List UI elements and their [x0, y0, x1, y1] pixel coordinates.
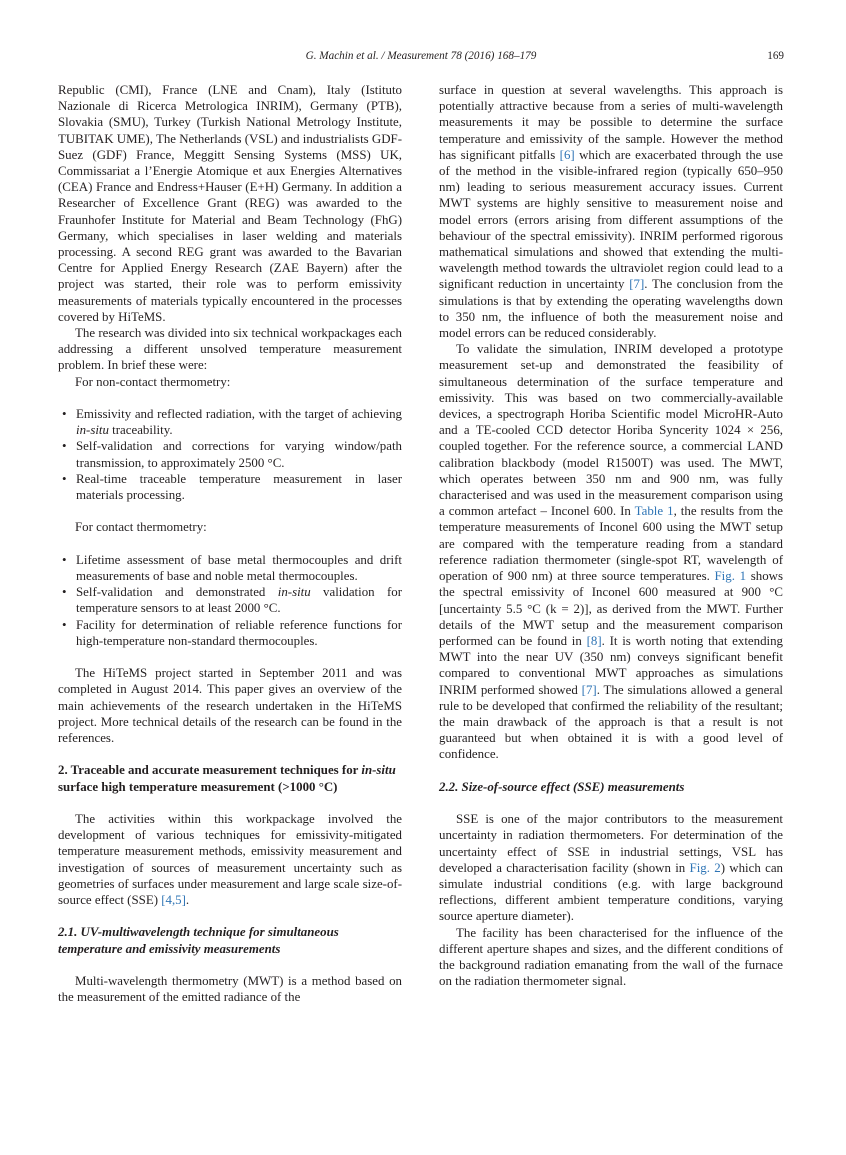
left-column [58, 82, 402, 1005]
list-item: • Facility for determination of reliable reference functions for high-temperature non-standard thermocouples. [58, 617, 402, 649]
paragraph: To validate the simulation, INRIM developed a prototype measurement set-up and demonstrated the feasibility of simultaneous determination of the surface temperature and emissivity. This was based on two commercially-available devices, a spectrograph Horiba Scientific model MicroHR-Auto and a TE-cooled CCD detector Horiba Syncerity 1024 × 256, coupled together. For the reference source, a commercial LAND calibration blackbody (model R1500T) was used. The MWT, which operates between 350 nm and 900 nm, was fully characterised and was used in the measurement comparison using a common artefact – Inconel 600. In Table 1, the results from the temperature measurements of Inconel 600 using the MWT setup are compared with the temperature reading from a standard reference radiation thermometer (single-spot RT, wavelength of operation of 900 nm) at three source temperatures. Fig. 1 shows the spectral emissivity of Inconel 600 measured at 900 °C [uncertainty 5.5 °C (k = 2)], as derived from the MWT. Further details of the MWT setup and the measurement comparison performed can be found in [8]. It is worth noting that extending MWT into the near UV (350 nm) conveys significant benefit compared to conventional MWT approaches as simulations INRIM performed showed [7]. The simulations allowed a general rule to be developed that confirmed the reliability of the resultant; the main drawback of the approach is that a result is not guaranteed but when obtained it is with a good level of confidence. [439, 342, 784, 762]
citation-link[interactable]: [8] [586, 633, 602, 648]
list-item: • Self-validation and demonstrated in-situ validation for temperature sensors to at least 2000 °C. [58, 584, 402, 616]
noncontact-label: For non-contact thermometry: [75, 374, 231, 389]
paragraph: Multi-wavelength thermometry (MWT) is a method based on the measurement of the emitted radiance of the [58, 974, 402, 1005]
list-item: • Emissivity and reflected radiation, with the target of achieving in-situ traceability. [58, 406, 402, 438]
citation-link[interactable]: [7] [629, 277, 645, 292]
figure-link[interactable]: Fig. 1 [714, 569, 747, 584]
section-heading: 2. Traceable and accurate measurement techniques for in-situ surface high temperature measurement (>1000 °C) [58, 763, 396, 794]
contact-list [58, 552, 402, 649]
paragraph: Republic (CMI), France (LNE and Cnam), Italy (Istituto Nazionale di Ricerca Metrologica INRIM), Germany (PTB), Slovakia (SMU), Turkey (Turkish National Metrology Institute, TUBITAK UME), The Netherlands (VSL) and industrialists GDF-Suez (GDF) France, Meggitt Sensing Systems (MSS) UK, Commissariat a l’Energie Atomique et aux Energies Alternatives (CEA) France and Endress+Hauser (E+H) Germany. In addition a Researcher of Excellence Grant (REG) was awarded to the Fraunhofer Institute for Material and Beam Technology (FhG) Germany, which specialises in laser welding and materials processing. A second REG grant was awarded to the Bavarian Centre for Applied Energy Research (ZAE Bayern) after the project was started, their role was to perform emissivity measurements of materials typically encountered in the processes covered by HiTeMS. [58, 83, 402, 324]
subsection-heading: 2.1. UV-multiwavelength technique for simultaneous temperature and emissivity measurements [58, 925, 339, 956]
list-item: • Real-time traceable temperature measurement in laser materials processing. [58, 471, 402, 503]
paragraph: The facility has been characterised for the influence of the different aperture shapes and sizes, and the different conditions of the background radiation emanating from the wall of the furnace on the radiation thermometer signal. [439, 925, 783, 989]
paragraph: surface in question at several wavelengths. This approach is potentially attractive because from a series of multi-wavelength measurements it may be possible to determine the surface temperature and emissivity of the sample. However the method has significant pitfalls [6] which are exacerbated through the use of the method in the visible-infrared region (typically 650–950 nm) leading to serious measurement accuracy issues. Current MWT systems are highly sensitive to measurement noise and model errors (errors arising from different assumptions of the behaviour of the spectral emissivity). INRIM performed rigorous mathematical simulations and showed that extending the multi-wavelength method towards the ultraviolet region could lead to a significant reduction in uncertainty [7]. The conclusion from the simulations is that by extending the operating wavelengths down to 350 nm, the influence of both the measurement noise and model errors can be reduced considerably. [439, 83, 784, 341]
page-number: 169 [767, 50, 784, 62]
paragraph: The HiTeMS project started in September 2011 and was completed in August 2014. This paper gives an overview of the main achievements of the research undertaken in the HiTeMS project. More technical details of the research can be found in the references. [58, 666, 402, 746]
list-item: • Lifetime assessment of base metal thermocouples and drift measurements of base and noble metal thermocouples. [58, 552, 402, 584]
figure-link[interactable]: Fig. 2 [689, 860, 721, 875]
running-title: G. Machin et al. / Measurement 78 (2016) 168–179 [305, 50, 537, 62]
right-column [439, 82, 783, 989]
paragraph: The research was divided into six technical workpackages each addressing a different unsolved temperature measurement problem. In brief these were: [58, 326, 402, 373]
citation-link[interactable]: [7] [581, 682, 597, 697]
subsection-heading: 2.2. Size-of-source effect (SSE) measurements [439, 779, 685, 794]
paragraph: SSE is one of the major contributors to the measurement uncertainty in radiation thermometers. For determination of the uncertainty effect of SSE in industrial settings, VSL has developed a characterisation facility (shown in Fig. 2) which can simulate industrial conditions (e.g. with large background reflections, different ambient temperature conditions, varying source aperture diameter). [439, 812, 783, 924]
table-link[interactable]: Table 1 [634, 504, 674, 519]
paragraph: The activities within this workpackage involved the development of various techniques for emissivity-mitigated temperature measurement methods, emissivity measurement and investigation of sources of measurement uncertainty such as geometries of surfaces under measurement and large scale size-of-source effect (SSE) [4,5]. [58, 812, 402, 908]
noncontact-list [58, 406, 402, 503]
citation-link[interactable]: [4,5] [161, 893, 186, 908]
citation-link[interactable]: [6] [559, 147, 575, 162]
list-item: • Self-validation and corrections for varying window/path transmission, to approximately 2500 °C. [58, 438, 402, 470]
running-header [58, 50, 784, 68]
contact-label: For contact thermometry: [75, 520, 207, 535]
